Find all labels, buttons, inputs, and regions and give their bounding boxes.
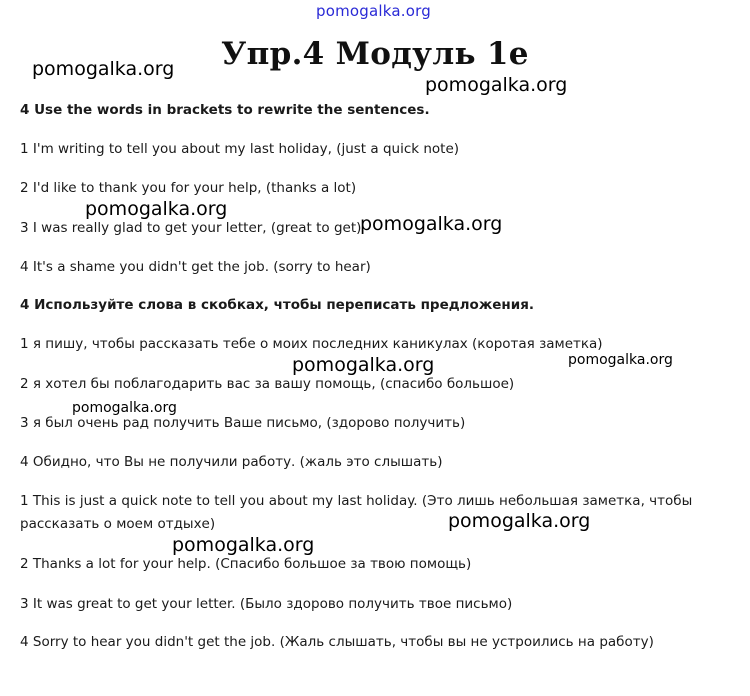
sentence-en-4: 4 It's a shame you didn't get the job. (sorry to hear) xyxy=(20,259,371,275)
sentence-ru-2: 2 я хотел бы поблагодарить вас за вашу помощь, (спасибо большое) xyxy=(20,376,515,392)
watermark: pomogalka.org xyxy=(172,534,315,556)
answer-1-continued: рассказать о моем отдыхе) xyxy=(20,516,216,532)
sentence-en-2: 2 I'd like to thank you for your help, (thanks a lot) xyxy=(20,180,357,196)
sentence-ru-1: 1 я пишу, чтобы рассказать тебе о моих последних каникулах (коротая заметка) xyxy=(20,336,603,352)
page-title: Упр.4 Модуль 1е xyxy=(221,36,529,72)
sentence-en-3: 3 I was really glad to get your letter, (great to get) xyxy=(20,220,362,236)
answer-2: 2 Thanks a lot for your help. (Спасибо большое за твою помощь) xyxy=(20,556,472,572)
watermark: pomogalka.org xyxy=(72,400,177,416)
instruction-english: 4 Use the words in brackets to rewrite the sentences. xyxy=(20,102,430,118)
instruction-russian: 4 Используйте слова в скобках, чтобы переписать предложения. xyxy=(20,297,534,313)
answer-3: 3 It was great to get your letter. (Было здорово получить твое письмо) xyxy=(20,596,513,612)
watermark: pomogalka.org xyxy=(32,58,175,80)
answer-1: 1 This is just a quick note to tell you about my last holiday. (Это лишь небольшая заметка, чтобы xyxy=(20,493,693,509)
sentence-ru-3: 3 я был очень рад получить Ваше письмо, (здорово получить) xyxy=(20,415,466,431)
answer-4: 4 Sorry to hear you didn't get the job. (Жаль слышать, чтобы вы не устроились на работу) xyxy=(20,634,654,650)
watermark: pomogalka.org xyxy=(425,74,568,96)
watermark: pomogalka.org xyxy=(448,510,591,532)
watermark: pomogalka.org xyxy=(85,198,228,220)
watermark: pomogalka.org xyxy=(568,352,673,368)
site-link[interactable]: pomogalka.org xyxy=(316,2,431,20)
watermark: pomogalka.org xyxy=(292,354,435,376)
watermark: pomogalka.org xyxy=(360,213,503,235)
sentence-en-1: 1 I'm writing to tell you about my last holiday, (just a quick note) xyxy=(20,141,460,157)
sentence-ru-4: 4 Обидно, что Вы не получили работу. (жаль это слышать) xyxy=(20,454,443,470)
